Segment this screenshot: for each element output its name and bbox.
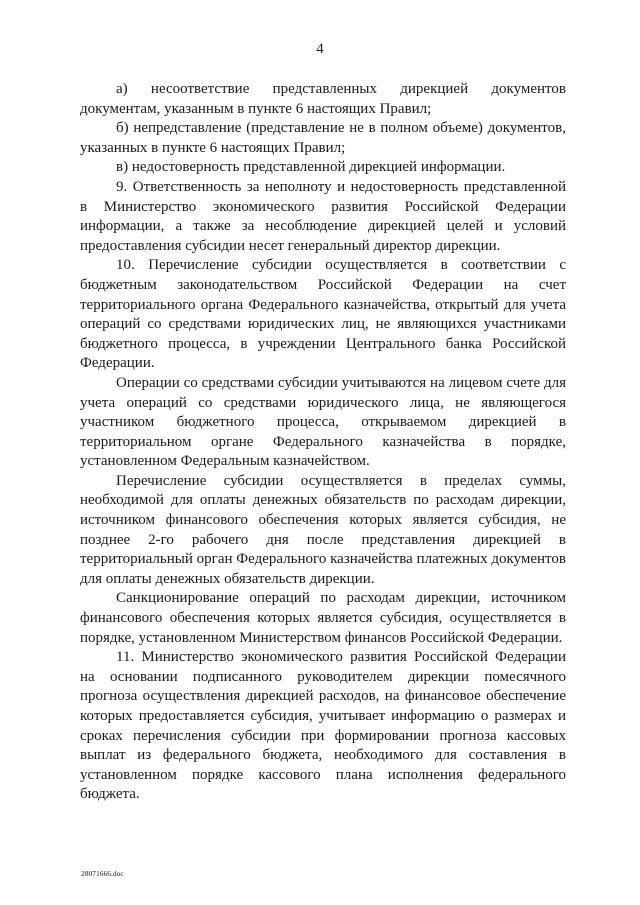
paragraph-item-c: в) недостоверность представленной дирекцией информации. [116, 159, 506, 176]
paragraph-item-a: а) несоответствие представленных дирекцией документов документам, указанным в пункте 6 настоящих Правил; [80, 81, 566, 117]
paragraph-subsidy-operations: Операции со средствами субсидии учитываются на лицевом счете для учета операций со средствами юридического лица, не являющегося участником бюджетного процесса, открываемом дирекцией в территориальном органе Федерального казначейства в порядке, установленном Федеральным казначейством. [80, 374, 566, 470]
paragraph-item-b: б) непредставление (представление не в полном объеме) документов, указанных в пункте 6 настоящих Правил; [80, 120, 566, 156]
page-number: 4 [316, 41, 324, 57]
paragraph-authorization: Санкционирование операций по расходам дирекции, источником финансового обеспечения которых является субсидия, осуществляется в порядке, установленном Министерством финансов Российской Федерации. [80, 590, 566, 646]
paragraph-clause-9: 9. Ответственность за неполноту и недостоверность представленной в Министерство экономического развития Российской Федерации информации, а также за несоблюдение дирекцией целей и условий предоставления субсидии несет генеральный директор дирекции. [80, 178, 566, 254]
paragraph-clause-11: 11. Министерство экономического развития Российской Федерации на основании подписанного руководителем дирекции помесячного прогноза осуществления дирекцией расходов, на финансовое обеспечение которых предоставляется субсидия, учитывает информацию о размерах и сроках перечисления субсидии при формировании прогноза кассовых выплат из федерального бюджета, необходимого для составления в установленном порядке кассового плана исполнения федерального бюджета. [80, 649, 566, 803]
paragraph-subsidy-transfer: Перечисление субсидии осуществляется в пределах суммы, необходимой для оплаты денежных обязательств по расходам дирекции, источником финансового обеспечения которых является субсидия, не позднее 2-го рабочего дня после представления дирекцией в территориальный орган Федерального казначейства платежных документов для оплаты денежных обязательств дирекции. [80, 472, 566, 587]
document-body [80, 80, 566, 805]
footer-filename: 28071666.doc [81, 869, 124, 878]
paragraph-clause-10: 10. Перечисление субсидии осуществляется в соответствии с бюджетным законодательством Российской Федерации на счет территориального органа Федерального казначейства, открытый для учета операций со средствами юридических лиц, не являющихся участниками бюджетного процесса, в учреждении Центрального банка Российской Федерации. [80, 257, 566, 372]
